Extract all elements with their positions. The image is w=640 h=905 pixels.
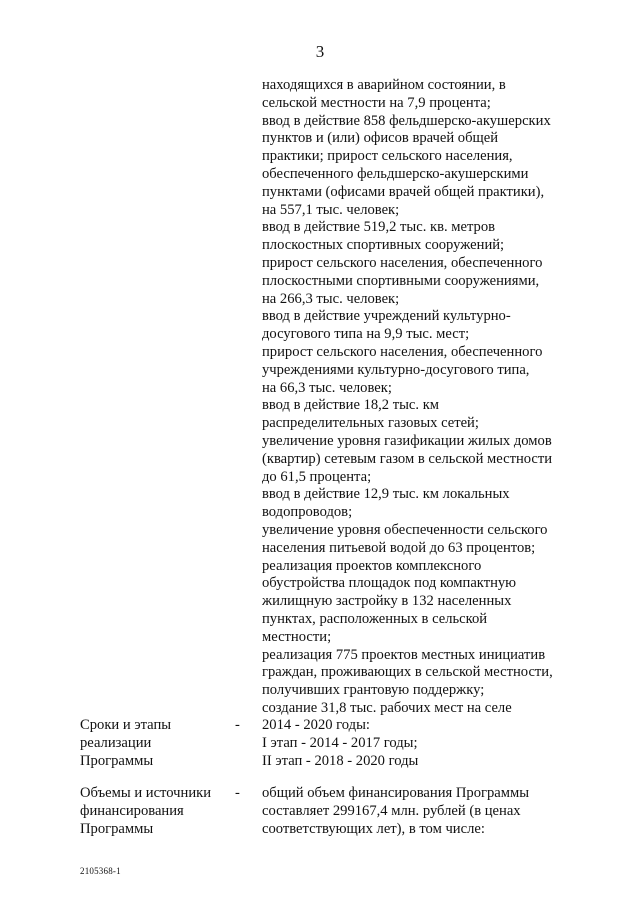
target-line: на 266,3 тыс. человек;	[262, 290, 400, 307]
section-dash-timeline: -	[235, 717, 240, 733]
target-line: находящихся в аварийном состоянии, в	[262, 77, 506, 93]
target-line: ввод в действие 12,9 тыс. км локальных	[262, 486, 510, 503]
target-line: обустройства площадок под компактную	[262, 575, 517, 592]
target-line: практики; прирост сельского населения,	[262, 148, 513, 165]
target-line: пунктов и (или) офисов врачей общей	[262, 130, 499, 147]
section-dash-financing: -	[235, 785, 240, 801]
value-line: общий объем финансирования Программы	[262, 785, 530, 801]
target-line: реализация 775 проектов местных инициатив	[262, 646, 546, 663]
target-line: увеличение уровня обеспеченности сельского	[262, 521, 548, 538]
target-line: ввод в действие 18,2 тыс. км	[262, 397, 440, 414]
target-line: создание 31,8 тыс. рабочих мест на селе	[262, 699, 512, 716]
value-line: II этап - 2018 - 2020 годы	[262, 753, 419, 770]
section-value-timeline	[262, 716, 607, 771]
program-targets-list	[262, 77, 607, 718]
target-line: ввод в действие учреждений культурно-	[262, 308, 511, 325]
target-line: прирост сельского населения, обеспеченного	[262, 254, 543, 271]
section-value-financing	[262, 784, 607, 839]
target-line: (квартир) сетевым газом в сельской местности	[262, 450, 553, 467]
target-line: ввод в действие 858 фельдшерско-акушерских	[262, 112, 551, 129]
target-line: распределительных газовых сетей;	[262, 415, 479, 432]
target-line: жилищную застройку в 132 населенных	[262, 593, 512, 610]
value-line: 2014 - 2020 годы:	[262, 717, 370, 733]
target-line: досугового типа на 9,9 тыс. мест;	[262, 326, 470, 343]
document-code: 2105368-1	[80, 866, 121, 876]
target-line: пунктах, расположенных в сельской	[262, 610, 488, 627]
target-line: местности;	[262, 628, 332, 645]
target-line: реализация проектов комплексного	[262, 557, 482, 574]
target-line: водопроводов;	[262, 504, 353, 521]
target-line: населения питьевой водой до 63 процентов;	[262, 539, 536, 556]
target-line: граждан, проживающих в сельской местности,	[262, 664, 553, 681]
target-line: на 557,1 тыс. человек;	[262, 201, 400, 218]
target-line: увеличение уровня газификации жилых домов	[262, 432, 552, 449]
target-line: ввод в действие 519,2 тыс. кв. метров	[262, 219, 496, 236]
page-number: 3	[315, 42, 325, 61]
target-line: учреждениями культурно-досугового типа,	[262, 361, 530, 378]
value-line: составляет 299167,4 млн. рублей (в ценах	[262, 803, 521, 820]
label-line: реализации	[80, 735, 152, 752]
label-line: Объемы и источники	[80, 785, 212, 801]
target-line: до 61,5 процента;	[262, 468, 372, 485]
target-line: плоскостными спортивными сооружениями,	[262, 272, 540, 289]
target-line: сельской местности на 7,9 процента;	[262, 94, 491, 111]
value-line: соответствующих лет), в том числе:	[262, 821, 485, 838]
target-line: обеспеченного фельдшерско-акушерскими	[262, 165, 529, 182]
label-line: финансирования	[80, 803, 184, 820]
section-label-timeline	[80, 716, 220, 771]
target-line: плоскостных спортивных сооружений;	[262, 237, 505, 254]
section-label-financing	[80, 784, 220, 839]
label-line: Программы	[80, 753, 154, 770]
target-line: на 66,3 тыс. человек;	[262, 379, 392, 396]
label-line: Программы	[80, 821, 154, 838]
value-line: I этап - 2014 - 2017 годы;	[262, 735, 418, 752]
label-line: Сроки и этапы	[80, 717, 172, 733]
target-line: прирост сельского населения, обеспеченного	[262, 343, 543, 360]
target-line: пунктами (офисами врачей общей практики),	[262, 183, 545, 200]
target-line: получивших грантовую поддержку;	[262, 682, 485, 699]
